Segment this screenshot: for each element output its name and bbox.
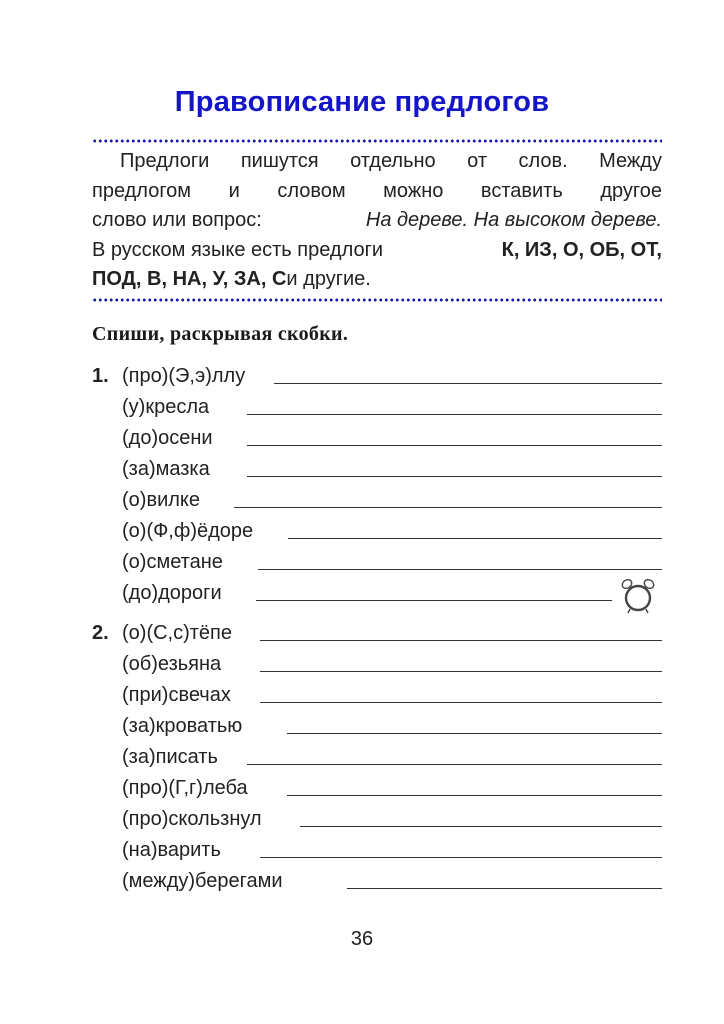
- exercise-row: [92, 679, 662, 710]
- exercise-number: 2.: [92, 622, 109, 644]
- answer-line[interactable]: [256, 600, 612, 601]
- dotted-divider-bottom: [92, 298, 662, 302]
- answer-line[interactable]: [260, 671, 662, 672]
- rule-line-3: слово или вопрос: На дереве. На высоком дереве.: [92, 206, 662, 236]
- rule-line-1: Предлоги пишутся отдельно от слов. Между: [120, 150, 662, 172]
- exercise-row: [92, 741, 662, 772]
- exercise-word: (о)сметане: [122, 551, 223, 573]
- exercise-row: [92, 803, 662, 834]
- example-text: На дереве. На высоком дереве.: [365, 209, 662, 231]
- exercise-word: (о)вилке: [122, 489, 201, 511]
- answer-line[interactable]: [287, 795, 662, 796]
- answer-line[interactable]: [247, 764, 662, 765]
- answer-line[interactable]: [260, 857, 662, 858]
- answer-line[interactable]: [300, 826, 662, 827]
- rule-line-4: В русском языке есть предлоги К, ИЗ, О, ОБ, ОТ,: [92, 236, 662, 266]
- exercise-word: (до)дороги: [122, 582, 222, 604]
- exercise-word: (между)берегами: [122, 870, 283, 892]
- prepositions-list: К, ИЗ, О, ОБ, ОТ,: [501, 238, 662, 261]
- exercise-word: (о)(Ф,ф)ёдоре: [122, 520, 254, 542]
- answer-line[interactable]: [247, 414, 662, 415]
- answer-line[interactable]: [260, 640, 662, 641]
- rule-text: [92, 147, 662, 295]
- exercise-word: (про)скользнул: [122, 808, 262, 830]
- answer-line[interactable]: [347, 888, 662, 889]
- exercise-2: [92, 617, 662, 896]
- exercise-word: (об)езьяна: [122, 653, 222, 675]
- exercise-row: [92, 422, 662, 453]
- answer-line[interactable]: [247, 445, 662, 446]
- answer-line[interactable]: [234, 507, 662, 508]
- exercise-row: [92, 484, 662, 515]
- rule-line-2: предлогом и словом можно вставить другое: [92, 179, 662, 202]
- exercise-row: [92, 710, 662, 741]
- prepositions-list-cont: ПОД, В, НА, У, ЗА, С: [92, 268, 287, 290]
- exercise-word: (про)(Э,э)ллу: [122, 365, 246, 387]
- exercise-word: (про)(Г,г)леба: [122, 777, 248, 799]
- exercise-row: [92, 453, 662, 484]
- exercise-row: [92, 515, 662, 546]
- exercise-word: (за)кроватью: [122, 715, 243, 737]
- answer-line[interactable]: [260, 702, 662, 703]
- dotted-divider-top: [92, 139, 662, 143]
- answer-line[interactable]: [274, 383, 662, 384]
- exercise-word: (за)писать: [122, 746, 218, 768]
- rule-line-5: ПОД, В, НА, У, ЗА, С и другие.: [92, 265, 662, 295]
- task-instruction: Спиши, раскрывая скобки.: [92, 323, 349, 345]
- exercise-row: [92, 391, 662, 422]
- exercise-word: (у)кресла: [122, 396, 210, 418]
- exercise-row: [92, 772, 662, 803]
- exercise-row: [92, 834, 662, 865]
- exercise-word: (за)мазка: [122, 458, 210, 480]
- exercise-number: 1.: [92, 365, 109, 387]
- exercise-word: (при)свечах: [122, 684, 231, 706]
- page-number: 36: [350, 928, 374, 950]
- alarm-clock-icon: [618, 576, 658, 616]
- exercise-row: [92, 648, 662, 679]
- exercise-row: [92, 577, 662, 608]
- exercise-row: [92, 865, 662, 896]
- exercise-row: [92, 617, 662, 648]
- exercise-word: (на)варить: [122, 839, 221, 861]
- page-title: Правописание предлогов: [174, 86, 550, 118]
- answer-line[interactable]: [288, 538, 662, 539]
- exercise-word: (до)осени: [122, 427, 213, 449]
- exercise-row: [92, 360, 662, 391]
- answer-line[interactable]: [247, 476, 662, 477]
- exercise-word: (о)(С,с)тёпе: [122, 622, 232, 644]
- exercise-1: [92, 360, 662, 608]
- answer-line[interactable]: [258, 569, 662, 570]
- answer-line[interactable]: [287, 733, 662, 734]
- exercise-row: [92, 546, 662, 577]
